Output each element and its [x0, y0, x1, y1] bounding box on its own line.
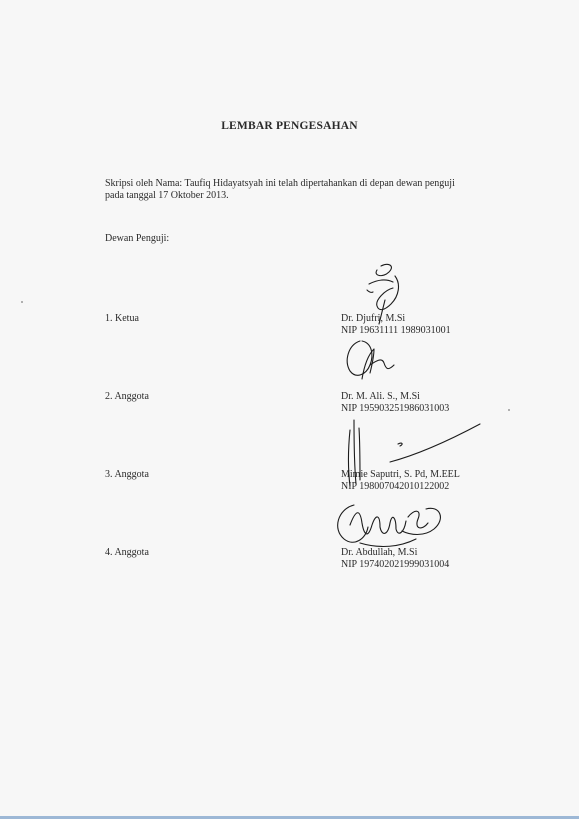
signature-4: [330, 495, 450, 555]
member-info: [341, 469, 460, 493]
member-role-anggota: 2. Anggota: [105, 391, 149, 402]
committee-label: Dewan Penguji:: [105, 233, 170, 244]
member-role-anggota: 3. Anggota: [105, 469, 149, 480]
member-name: Mimie Saputri, S. Pd, M.EEL: [341, 469, 460, 480]
member-info: [341, 547, 449, 571]
member-nip: NIP 198007042010122002: [341, 481, 450, 492]
scan-speck: [21, 301, 23, 303]
member-role-ketua: 1. Ketua: [105, 313, 139, 324]
member-name: Dr. Abdullah, M.Si: [341, 547, 418, 558]
member-nip: NIP 195903251986031003: [341, 403, 450, 414]
statement-line: pada tanggal 17 Oktober 2013.: [105, 190, 229, 201]
member-role-anggota: 4. Anggota: [105, 547, 149, 558]
approval-statement: [105, 178, 525, 202]
member-name: Dr. Djufri, M.Si: [341, 313, 406, 324]
member-name: Dr. M. Ali. S., M.Si: [341, 391, 420, 402]
signature-2: [338, 335, 398, 387]
statement-line: Skripsi oleh Nama: Taufiq Hidayatsyah ini telah dipertahankan di depan dewan penguji: [105, 178, 455, 189]
member-nip: NIP 197402021999031004: [341, 559, 450, 570]
member-info: [341, 391, 449, 415]
scan-speck: [508, 409, 510, 411]
member-nip: NIP 19631111 1989031001: [341, 325, 451, 336]
page-title: LEMBAR PENGESAHAN: [221, 120, 358, 132]
member-info: [341, 313, 451, 337]
